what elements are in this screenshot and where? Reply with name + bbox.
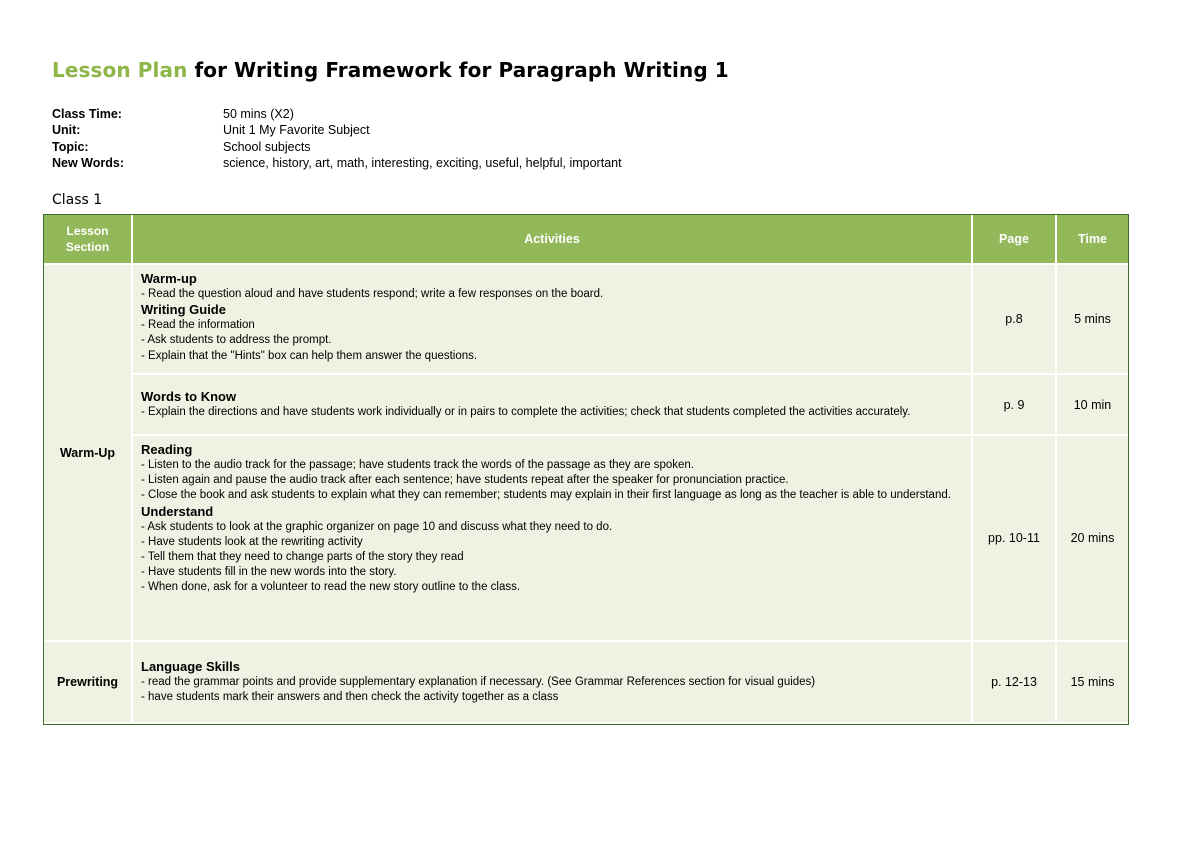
activity-item: - Read the information [141,319,255,332]
section-prewriting: Prewriting [44,642,133,724]
header-activities: Activities [133,215,973,265]
section-warm-up: Warm-Up [44,265,133,642]
activity-item: - Explain the directions and have students work individually or in pairs to complete the activities; check that students completed the activities accurately. [141,405,911,418]
meta-value: science, history, art, math, interesting, exciting, useful, helpful, important [223,155,622,170]
header-text: Lesson [66,224,109,238]
header-time: Time [1057,215,1128,265]
meta-value: Unit 1 My Favorite Subject [223,123,370,138]
activity-heading: Writing Guide [141,302,226,318]
table-row [44,375,1128,436]
activity-heading: Language Skills [141,658,240,674]
activities-cell [133,436,973,642]
activity-item: - Have students fill in the new words into the story. [141,566,397,579]
meta-value: 50 mins (X2) [223,107,294,121]
time-cell: 15 mins [1057,642,1128,724]
activity-item: - read the grammar points and provide supplementary explanation if necessary. (See Grammar References section for visual guides) [141,675,816,688]
page-cell: p. 12-13 [973,642,1057,724]
page-cell: p. 9 [973,375,1057,436]
lesson-plan-table [43,214,1129,725]
activity-item: - Ask students to look at the graphic organizer on page 10 and discuss what they need to do. [141,520,613,533]
page-cell: pp. 10-11 [973,436,1057,642]
time-cell: 10 min [1057,375,1128,436]
header-text: Section [65,240,110,254]
activity-item: - Ask students to address the prompt. [141,334,332,347]
table-row [44,642,1128,724]
page-cell: p.8 [973,265,1057,375]
activity-item: - Explain that the "Hints" box can help them answer the questions. [141,349,478,362]
activity-item: - Listen again and pause the audio track after each sentence; have students repeat after the speaker for pronunciation practice. [141,474,789,487]
activity-item: - have students mark their answers and then check the activity together as a class [141,691,559,703]
header-page: Page [973,215,1057,265]
activity-item: - Tell them that they need to change parts of the story they read [141,551,464,564]
meta-label: Topic: [52,139,89,154]
document-title [52,58,729,82]
title-rest: for Writing Framework for Paragraph Writing 1 [187,58,729,82]
meta-value: School subjects [223,139,311,154]
lesson-meta [52,106,622,171]
meta-row-topic [52,139,622,155]
activity-heading: Words to Know [141,388,237,404]
meta-label: Unit: [52,123,81,138]
activity-heading: Warm-up [141,271,197,286]
activity-item: - Have students look at the rewriting activity [141,535,363,548]
time-cell: 20 mins [1057,436,1128,642]
table-row [44,436,1128,642]
meta-row-new-words [52,155,622,171]
activity-heading: Understand [141,503,214,519]
title-accent: Lesson Plan [52,58,188,82]
activity-item: - Listen to the audio track for the passage; have students track the words of the passage as they are spoken. [141,459,694,471]
table-header-row [44,215,1128,265]
time-cell: 5 mins [1057,265,1128,375]
activity-item: - When done, ask for a volunteer to read the new story outline to the class. [141,581,521,594]
activity-item: - Close the book and ask students to explain what they can remember; students may explain in their first language as long as the teacher is able to understand. [141,489,951,502]
activities-cell [133,265,973,375]
header-lesson-section [44,215,133,265]
class-heading: Class 1 [52,192,103,208]
activity-heading: Reading [141,442,193,457]
activities-cell [133,375,973,436]
meta-label: New Words: [52,155,124,170]
meta-row-class-time [52,106,622,122]
activities-cell [133,642,973,724]
table-row [44,265,1128,375]
meta-label: Class Time: [52,107,122,121]
meta-row-unit [52,122,622,138]
activity-item: - Read the question aloud and have students respond; write a few responses on the board. [141,288,604,300]
